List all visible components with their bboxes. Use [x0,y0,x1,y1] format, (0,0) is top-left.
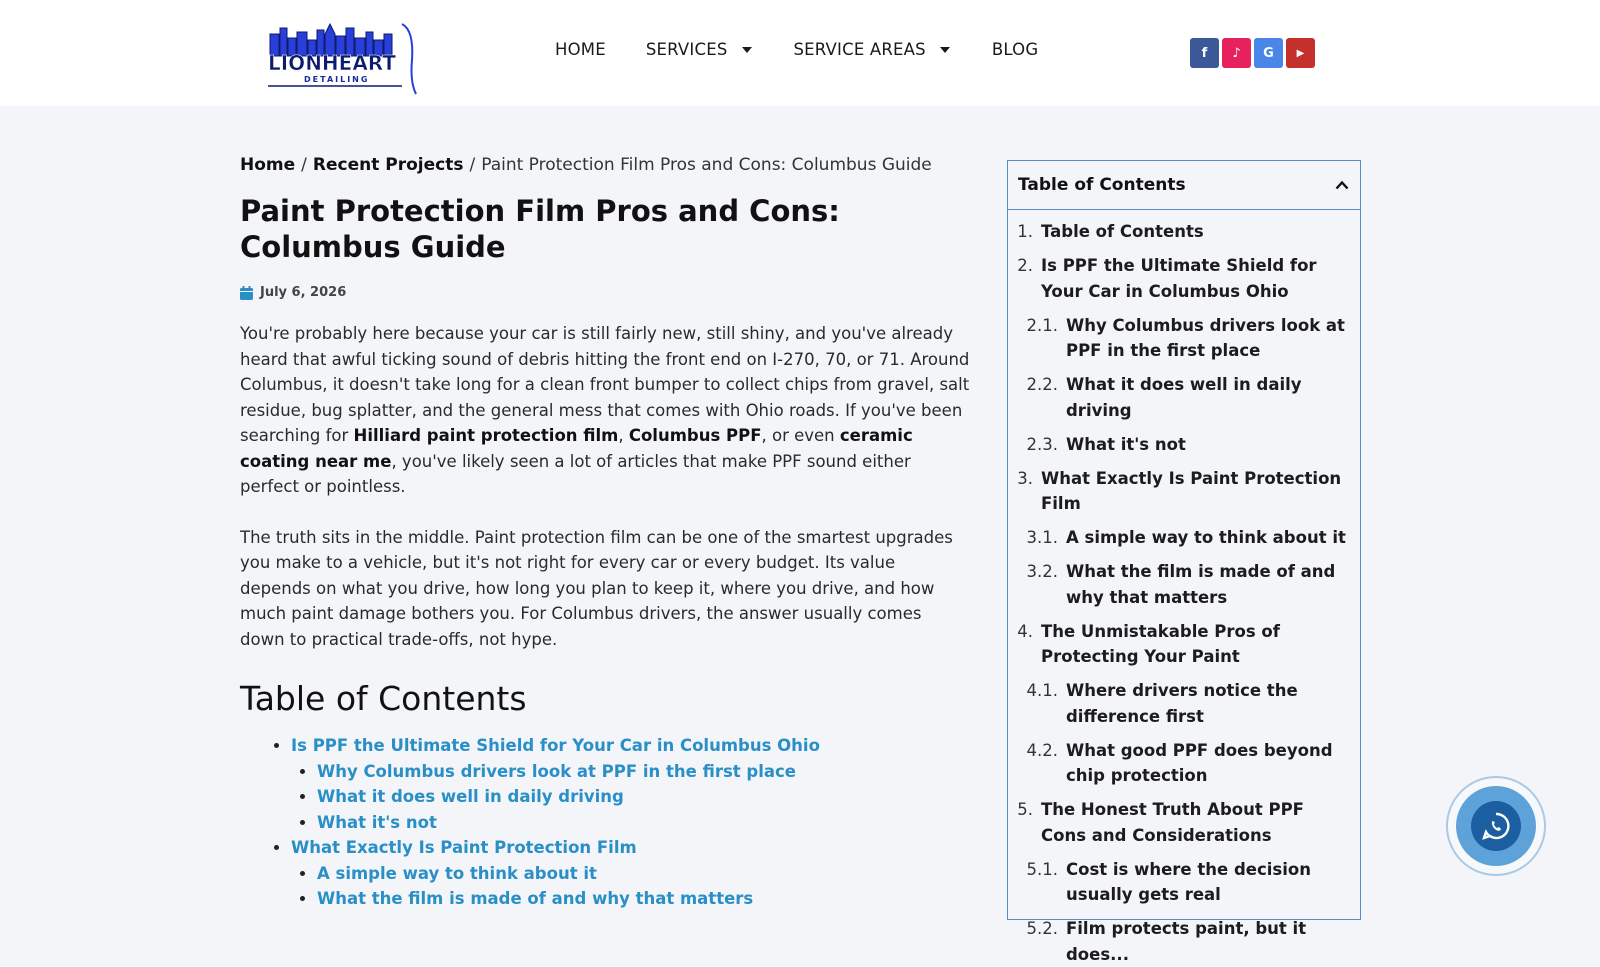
second-paragraph: The truth sits in the middle. Paint protection film can be one of the smartest upgrades you make to a vehicle, but it's not right for every car or every budget. Its value depends on what you drive, how long you plan to keep it, where you drive, and how much paint damage bothers you. For Columbus drivers, the answer usually comes down to practical trade-offs, not hype. [240,527,953,649]
sidebar-toc-item[interactable]: 4.1. Where drivers notice the difference first [1026,681,1298,726]
sidebar-toc-list [1008,210,1360,967]
facebook-icon[interactable]: f [1190,38,1219,68]
post-date-text: July 6, 2026 [260,285,347,300]
sidebar-toc-item[interactable]: 3. What Exactly Is Paint Protection Film [1017,468,1342,513]
nav-service-areas-label: SERVICE AREAS [793,40,926,59]
breadcrumb-separator: / [301,155,307,175]
breadcrumb [240,155,970,175]
nav-home-label: HOME [555,40,606,59]
youtube-icon[interactable]: ▶ [1286,38,1315,68]
sidebar-toc-item[interactable]: 2.3. What it's not [1026,434,1186,454]
nav-blog[interactable] [992,40,1039,59]
keyword-hilliard-ppf: Hilliard paint protection film [353,426,619,445]
article [240,150,970,912]
nav-services[interactable] [646,40,752,59]
sidebar-toc [1007,160,1361,964]
list-item [240,733,970,759]
caret-down-icon [742,47,752,53]
chat-widget-button[interactable] [1446,776,1546,876]
svg-text:LIONHEART: LIONHEART [268,51,396,75]
toc-link[interactable]: What Exactly Is Paint Protection Film [291,838,637,857]
sidebar-toc-item[interactable]: 5.2. Film protects paint, but it does... [1026,919,1307,964]
sidebar-toc-toggle[interactable] [1008,161,1360,210]
breadcrumb-separator: / [469,155,476,175]
list-item [240,835,970,861]
nav-service-areas[interactable] [794,40,950,59]
post-date [240,285,970,300]
nav-home[interactable] [555,40,606,59]
sidebar-toc-item[interactable]: 1. Table of Contents [1017,222,1204,241]
tiktok-icon[interactable]: ♪ [1222,38,1251,68]
caret-down-icon [940,47,950,53]
sidebar-toc-item[interactable]: 2.2. What it does well in daily driving [1026,375,1302,420]
toc-link[interactable]: A simple way to think about it [317,863,597,883]
sidebar-toc-item[interactable]: 3.1. A simple way to think about it [1026,528,1346,547]
list-item [240,861,970,887]
intro-paragraph: You're probably here because your car is still fairly new, still shiny, and you've already heard that awful ticking sound of debris hitting the front end on I-270, 70, or 71. Around Columbus, it doesn't take long for a clean front bumper to collect chips from gravel, salt residue, bug splatter, and the general mess that comes with Ohio roads. If you've been searching for Hilliard paint protection film, Columbus PPF, or even ceramic coating near me, you've likely seen a lot of articles that make PPF sound either perfect or pointless. [240,324,970,496]
keyword-ceramic-coating: ceramic coating near me [240,426,913,471]
site-header [0,0,1600,106]
breadcrumb-recent-projects-link[interactable]: Recent Projects [312,155,464,175]
list-item [240,886,970,912]
inline-toc-list [240,733,970,912]
chevron-up-icon [1335,180,1349,190]
chat-phone-icon [1481,811,1511,841]
list-item [240,784,970,810]
keyword-columbus-ppf: Columbus PPF [628,426,762,445]
list-item [240,810,970,836]
sidebar-toc-title: Table of Contents [1018,175,1186,195]
sidebar-toc-item[interactable]: 2. Is PPF the Ultimate Shield for Your Car in Columbus Ohio [1017,256,1317,301]
main-nav [555,40,1038,59]
toc-link[interactable]: What it's not [317,812,437,832]
page-title: Paint Protection Film Pros and Cons: Columbus Guide [240,194,840,264]
sidebar-toc-item[interactable]: 5. The Honest Truth About PPF Cons and Considerations [1017,800,1304,845]
toc-link[interactable]: Is PPF the Ultimate Shield for Your Car in Columbus Ohio [291,736,820,755]
toc-link[interactable]: What it does well in daily driving [317,787,624,806]
svg-text:DETAILING: DETAILING [304,75,370,84]
nav-blog-label: BLOG [991,40,1039,59]
sidebar-toc-item[interactable]: 4. The Unmistakable Pros of Protecting Your Paint [1017,621,1280,666]
breadcrumb-current: Paint Protection Film Pros and Cons: Columbus Guide [481,155,932,175]
lionheart-logo[interactable] [264,20,424,96]
sidebar-toc-item[interactable]: 4.2. What good PPF does beyond chip protection [1026,740,1333,785]
google-icon[interactable]: G [1254,38,1283,68]
sidebar-toc-item[interactable]: 2.1. Why Columbus drivers look at PPF in the first place [1026,315,1345,360]
sidebar-toc-item[interactable]: 3.2. What the film is made of and why that matters [1026,562,1336,607]
toc-link[interactable]: Why Columbus drivers look at PPF in the first place [317,761,796,781]
sidebar-toc-item[interactable]: 5.1. Cost is where the decision usually gets real [1026,859,1311,904]
nav-services-label: SERVICES [645,40,728,59]
calendar-icon [240,286,253,300]
toc-heading: Table of Contents [240,679,527,718]
toc-link[interactable]: What the film is made of and why that matters [317,889,754,908]
list-item [240,759,970,785]
social-links [1190,38,1318,68]
breadcrumb-home-link[interactable]: Home [240,155,296,175]
